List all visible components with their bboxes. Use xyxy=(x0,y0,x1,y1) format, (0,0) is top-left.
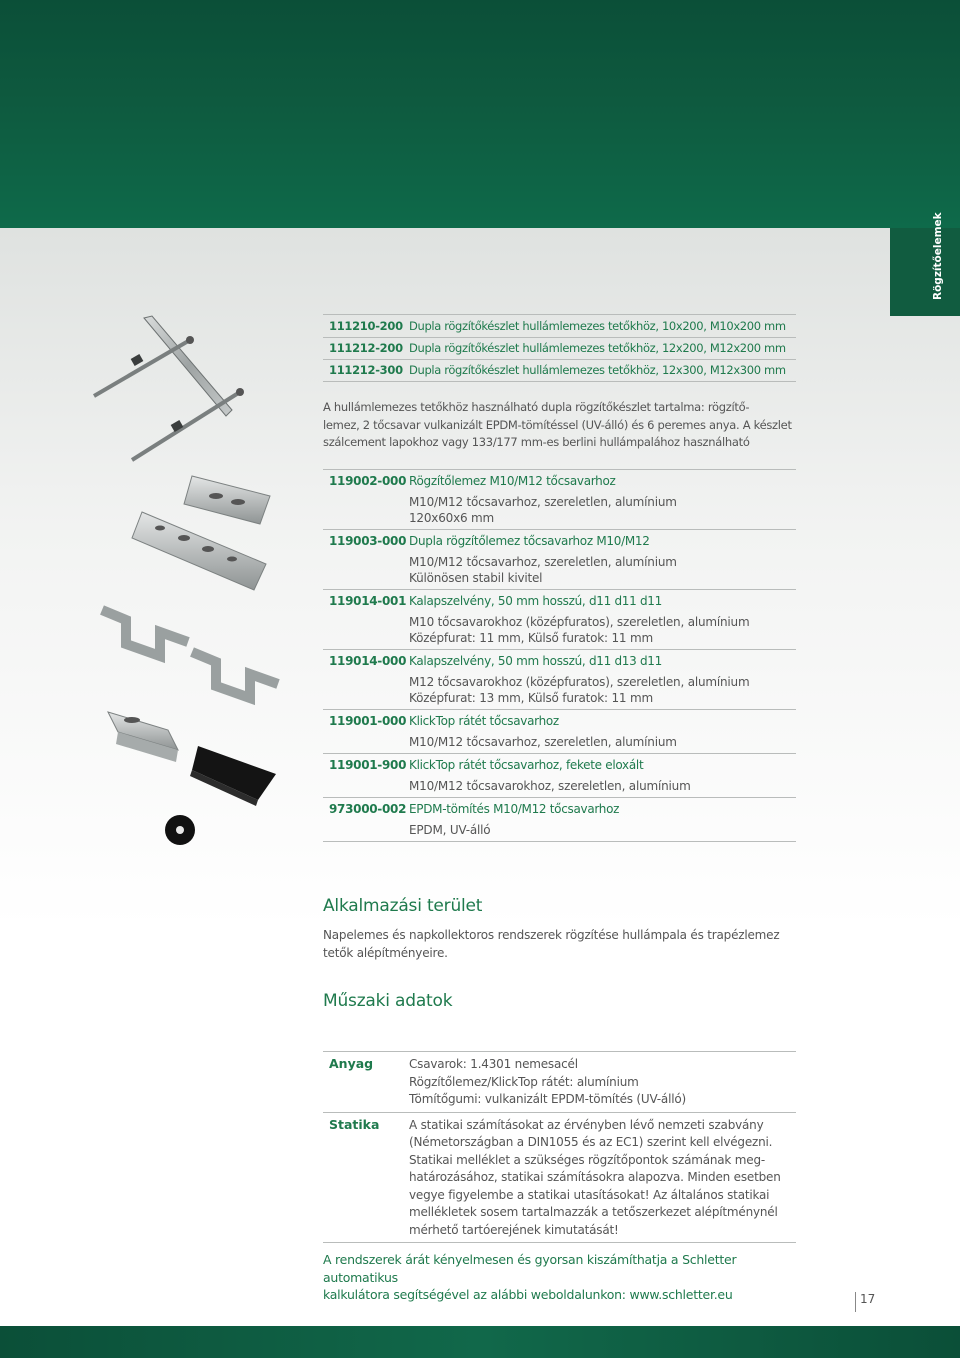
part-title: Kalapszelvény, 50 mm hosszú, d11 d13 d11 xyxy=(409,653,662,668)
fastening-plate-image xyxy=(184,476,270,524)
part-detail: 120x60x6 mm xyxy=(409,511,495,525)
kit-code: 111212-200 xyxy=(329,341,403,356)
table-row xyxy=(323,337,796,360)
spec-key: Statika xyxy=(329,1116,380,1132)
double-fastening-plate-image xyxy=(132,512,266,590)
part-title: KlickTop rátét tőcsavarhoz, fekete eloxált xyxy=(409,757,644,772)
side-tab xyxy=(890,228,960,316)
spec-value: Tömítőgumi: vulkanizált EPDM-tömítés (UV-álló) xyxy=(409,1092,686,1106)
list-item xyxy=(323,469,796,529)
kit-code: 111212-300 xyxy=(329,363,403,378)
parts-list xyxy=(323,469,796,842)
spec-value: A statikai számításokat az érvényben lévő nemzeti szabvány xyxy=(409,1117,764,1132)
part-detail: M10/M12 tőcsavarhoz, szereletlen, alumínium xyxy=(409,495,677,509)
intro-line: szálcement lapokhoz vagy 133/177 mm-es berlini hullámpalához használható xyxy=(323,435,750,449)
list-item xyxy=(323,649,796,709)
kit-table xyxy=(323,314,796,382)
epdm-seal-image xyxy=(165,815,195,845)
product-illustrations xyxy=(80,300,310,860)
part-code: 973000-002 xyxy=(329,801,407,816)
part-detail: M10/M12 tőcsavarhoz, szereletlen, alumínium xyxy=(409,555,677,569)
table-row xyxy=(323,1112,796,1243)
kit-description: Dupla rögzítőkészlet hullámlemezes tetőkhöz, 12x300, M12x300 mm xyxy=(409,363,786,378)
closing-line: kalkulátora segítségével az alábbi weboldalunkon: www.schletter.eu xyxy=(323,1287,733,1302)
side-tab-label: Rögzítőelemek xyxy=(932,212,944,300)
part-title: EPDM-tömítés M10/M12 tőcsavarhoz xyxy=(409,801,620,816)
spec-key: Anyag xyxy=(329,1056,374,1071)
technical-heading: Műszaki adatok xyxy=(323,991,453,1011)
part-detail: Középfurat: 13 mm, Külső furatok: 11 mm xyxy=(409,691,653,705)
part-title: Rögzítőlemez M10/M12 tőcsavarhoz xyxy=(409,473,616,488)
closing-note xyxy=(323,1251,796,1304)
closing-line: A rendszerek árát kényelmesen és gyorsan kiszámíthatja a Schletter automatikus xyxy=(323,1252,737,1285)
list-item xyxy=(323,797,796,841)
table-row xyxy=(323,1051,796,1112)
application-line: Napelemes és napkollektoros rendszerek rögzítése hullámpala és trapézlemez xyxy=(323,928,780,942)
klicktop-black-image xyxy=(190,746,276,806)
technical-table xyxy=(323,1051,796,1243)
application-heading: Alkalmazási terület xyxy=(323,896,483,916)
intro-line: A hullámlemezes tetőkhöz használható dupla rögzítőkészlet tartalma: rögzítő- xyxy=(323,400,750,414)
part-code: 119001-900 xyxy=(329,757,407,772)
klicktop-image xyxy=(108,712,178,762)
divider xyxy=(323,841,796,842)
part-title: KlickTop rátét tőcsavarhoz xyxy=(409,713,559,728)
part-code: 119003-000 xyxy=(329,533,407,548)
part-detail: Középfurat: 11 mm, Külső furatok: 11 mm xyxy=(409,631,653,645)
spec-value: vegye figyelembe a statikai utasításokat! Az általános statikai xyxy=(409,1187,770,1202)
list-item xyxy=(323,529,796,589)
spec-value: mellékletek sosem tartalmazzák a tetőszerkezet alépítménynél xyxy=(409,1205,778,1219)
part-detail: M12 tőcsavarokhoz (középfuratos), szereletlen, alumínium xyxy=(409,675,750,689)
spec-value: mérhető tartóerejének kimutatását! xyxy=(409,1222,619,1237)
spec-value: Csavarok: 1.4301 nemesacél xyxy=(409,1057,578,1071)
table-row xyxy=(323,314,796,337)
header-band xyxy=(0,0,960,228)
list-item xyxy=(323,753,796,797)
application-section xyxy=(323,896,796,962)
part-code: 119002-000 xyxy=(329,473,407,488)
technical-heading-wrap xyxy=(323,991,796,1011)
page-number: 17 xyxy=(855,1292,875,1312)
part-detail: EPDM, UV-álló xyxy=(409,823,491,837)
double-fastening-kit-image xyxy=(94,316,244,460)
list-item xyxy=(323,589,796,649)
part-code: 119014-000 xyxy=(329,653,407,668)
kit-description: Dupla rögzítőkészlet hullámlemezes tetőkhöz, 10x200, M10x200 mm xyxy=(409,318,786,333)
spec-value: Rögzítőlemez/KlickTop rátét: alumínium xyxy=(409,1074,639,1089)
part-detail: M10/M12 tőcsavarokhoz, szereletlen, alumínium xyxy=(409,779,691,793)
hat-profile-image xyxy=(102,610,278,698)
footer-band xyxy=(0,1326,960,1358)
application-line: tetők alépítményeire. xyxy=(323,945,448,960)
intro-line: lemez, 2 tőcsavar vulkanizált EPDM-tömítéssel (UV-álló) és 6 peremes anya. A készlet xyxy=(323,417,792,432)
part-detail: M10 tőcsavarokhoz (középfuratos), szereletlen, alumínium xyxy=(409,615,750,629)
divider xyxy=(323,1242,796,1243)
kit-code: 111210-200 xyxy=(329,318,403,333)
spec-value: (Németországban a DIN1055 és az EC1) szerint kell elvégezni. xyxy=(409,1135,773,1149)
intro-paragraph xyxy=(323,399,796,452)
part-code: 119014-001 xyxy=(329,593,407,608)
part-title: Dupla rögzítőlemez tőcsavarhoz M10/M12 xyxy=(409,533,650,548)
spec-value: Statikai melléklet a szükséges rögzítőpontok számának meg- xyxy=(409,1152,766,1167)
spec-value: határozásához, statikai számításokra alapozva. Minden esetben xyxy=(409,1170,781,1184)
table-row xyxy=(323,359,796,382)
part-detail: M10/M12 tőcsavarhoz, szereletlen, alumínium xyxy=(409,735,677,749)
part-code: 119001-000 xyxy=(329,713,407,728)
part-title: Kalapszelvény, 50 mm hosszú, d11 d11 d11 xyxy=(409,593,662,608)
list-item xyxy=(323,709,796,753)
kit-description: Dupla rögzítőkészlet hullámlemezes tetőkhöz, 12x200, M12x200 mm xyxy=(409,341,786,356)
part-detail: Különösen stabil kivitel xyxy=(409,571,543,585)
